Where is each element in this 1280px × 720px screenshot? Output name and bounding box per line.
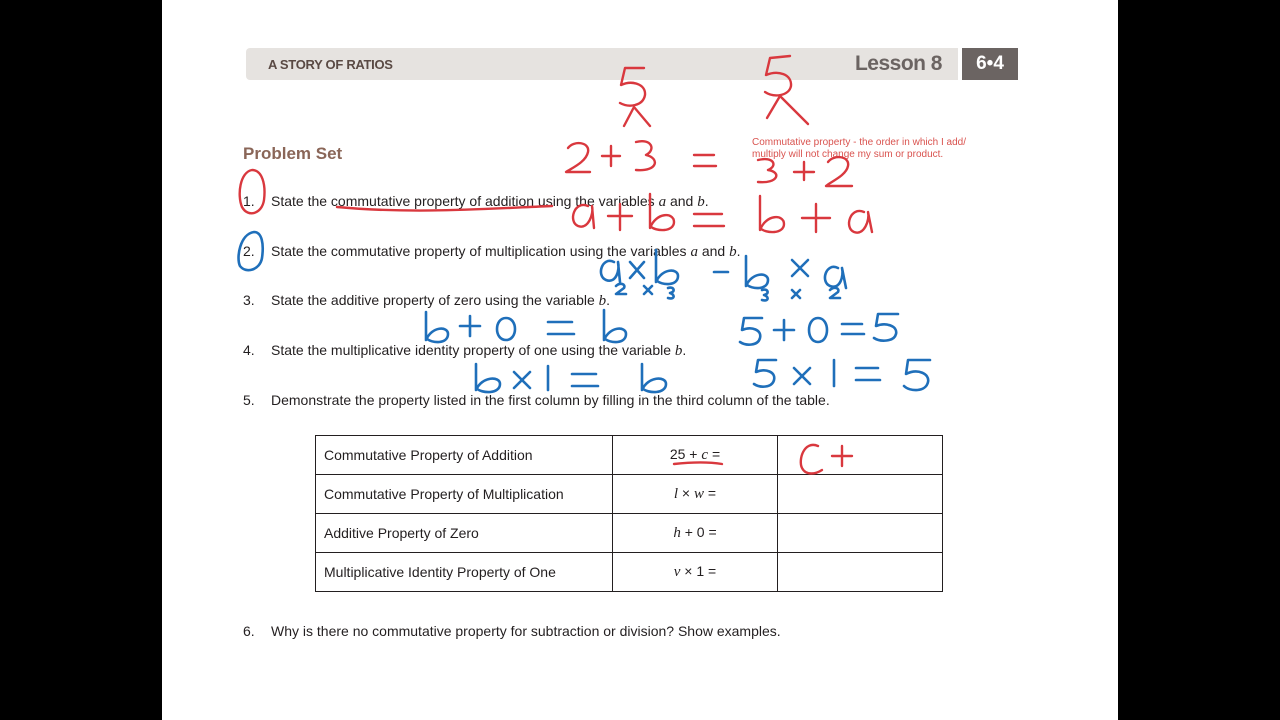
ink-3	[636, 141, 655, 170]
problem-text: .	[736, 243, 741, 259]
variable: b	[697, 194, 705, 210]
table-row	[316, 475, 943, 514]
problem-1	[243, 193, 709, 211]
problem-number: 4.	[243, 342, 255, 358]
ink-b5	[426, 312, 448, 342]
ink-x1	[630, 262, 644, 278]
ink-plus-g	[774, 320, 794, 340]
problem-text: and	[666, 193, 698, 209]
property-cell: Commutative Property of Addition	[316, 436, 613, 475]
problem-4	[243, 342, 686, 360]
ink-eq-f	[856, 368, 880, 380]
expr-op: +	[680, 524, 697, 540]
annotation-note: Commutative property - the order in which I add/ multiply will not change my sum or product.	[752, 137, 966, 160]
expr-eq: =	[704, 524, 717, 540]
variable: b	[598, 293, 607, 309]
ink-caret-a	[624, 107, 650, 126]
variable: b	[729, 244, 737, 260]
expr-part: 1	[696, 563, 705, 579]
expr-eq: =	[704, 485, 717, 501]
answer-cell[interactable]	[778, 514, 943, 553]
ink-b6	[604, 310, 626, 342]
ink-small-2	[762, 288, 840, 301]
problem-text: State the commutative property of addition using the variables	[271, 193, 659, 209]
problem-number: 5.	[243, 392, 255, 408]
header-bar	[246, 48, 958, 80]
ink-x3	[514, 372, 530, 388]
ink-eq	[694, 155, 716, 166]
expression-cell	[613, 436, 778, 475]
table-row	[316, 436, 943, 475]
ink-b8	[642, 364, 666, 392]
problem-text: and	[697, 243, 730, 259]
ink-eq-c	[548, 322, 574, 334]
ink-a3	[601, 261, 620, 282]
ink-0b	[809, 318, 827, 342]
expr-part: 25	[669, 446, 686, 462]
ink-caret-b	[767, 96, 808, 124]
expr-eq: =	[708, 446, 721, 462]
ink-b4	[746, 256, 768, 288]
expr-op: ×	[678, 485, 695, 501]
expr-part: l	[673, 486, 679, 502]
table-row	[316, 553, 943, 592]
problem-number: 3.	[243, 292, 255, 308]
problem-number: 1.	[243, 193, 255, 209]
ink-5f	[904, 360, 930, 390]
ink-a2	[849, 211, 872, 233]
ink-plus-f	[460, 316, 480, 336]
problem-3	[243, 292, 610, 310]
ink-x2	[792, 260, 808, 276]
ink-x4	[794, 368, 810, 384]
problem-text: .	[682, 342, 687, 358]
answer-cell[interactable]	[778, 436, 943, 475]
ink-plus-b	[794, 162, 814, 180]
problem-number: 2.	[243, 243, 255, 259]
variable: a	[658, 194, 667, 210]
ink-5d	[874, 314, 898, 341]
ink-5e	[754, 360, 776, 387]
section-title: Problem Set	[243, 144, 343, 163]
expr-op: ×	[680, 563, 697, 579]
ink-0	[497, 318, 515, 340]
property-cell: Additive Property of Zero	[316, 514, 613, 553]
property-cell: Multiplicative Identity Property of One	[316, 553, 613, 592]
ink-plus-d	[802, 204, 830, 232]
table-row	[316, 514, 943, 553]
series-label: A STORY OF RATIOS	[268, 57, 393, 72]
problem-text: .	[606, 292, 611, 308]
ink-2	[566, 143, 590, 172]
property-cell: Commutative Property of Multiplication	[316, 475, 613, 514]
expression-cell	[613, 514, 778, 553]
problem-text: Demonstrate the property listed in the first column by filling in the third column of the table.	[271, 392, 830, 408]
lesson-label: Lesson 8	[854, 52, 942, 75]
problem-2	[243, 243, 740, 261]
ink-a4	[825, 267, 846, 288]
expr-part: 0	[696, 524, 705, 540]
red-ink	[240, 56, 872, 474]
answer-cell[interactable]	[778, 553, 943, 592]
variable: a	[690, 244, 698, 260]
expression-cell	[613, 475, 778, 514]
ink-small	[616, 284, 674, 299]
ink-3b	[758, 159, 776, 182]
ink-eq-d	[842, 324, 864, 334]
worksheet-page	[162, 0, 1118, 720]
problem-6	[243, 623, 781, 639]
problem-text: State the additive property of zero using the variable	[271, 292, 599, 308]
problem-number: 6.	[243, 623, 255, 639]
ink-5c	[740, 318, 762, 345]
problem-text: State the multiplicative identity property of one using the variable	[271, 342, 675, 358]
variable: b	[674, 343, 683, 359]
ink-eq-b	[694, 214, 724, 226]
problem-text: .	[704, 193, 709, 209]
problem-text: Why is there no commutative property for subtraction or division? Show examples.	[271, 623, 781, 639]
expr-part: h	[673, 525, 681, 541]
expr-op: +	[685, 446, 702, 462]
ink-plus	[602, 146, 620, 166]
ink-b7	[476, 364, 500, 392]
problem-5	[243, 392, 830, 408]
handwriting-layer	[162, 0, 1118, 720]
expr-part: v	[673, 564, 681, 580]
ink-b2	[760, 196, 784, 232]
expression-cell	[613, 553, 778, 592]
module-badge: 6•4	[962, 48, 1018, 80]
ink-2b	[826, 157, 852, 186]
expr-part: c	[701, 447, 709, 463]
ink-eq-e	[572, 374, 598, 386]
expr-part: w	[694, 486, 705, 502]
expr-eq: =	[704, 563, 717, 579]
problem-text: State the commutative property of multiplication using the variables	[271, 243, 691, 259]
properties-table	[315, 435, 943, 592]
answer-cell[interactable]	[778, 475, 943, 514]
